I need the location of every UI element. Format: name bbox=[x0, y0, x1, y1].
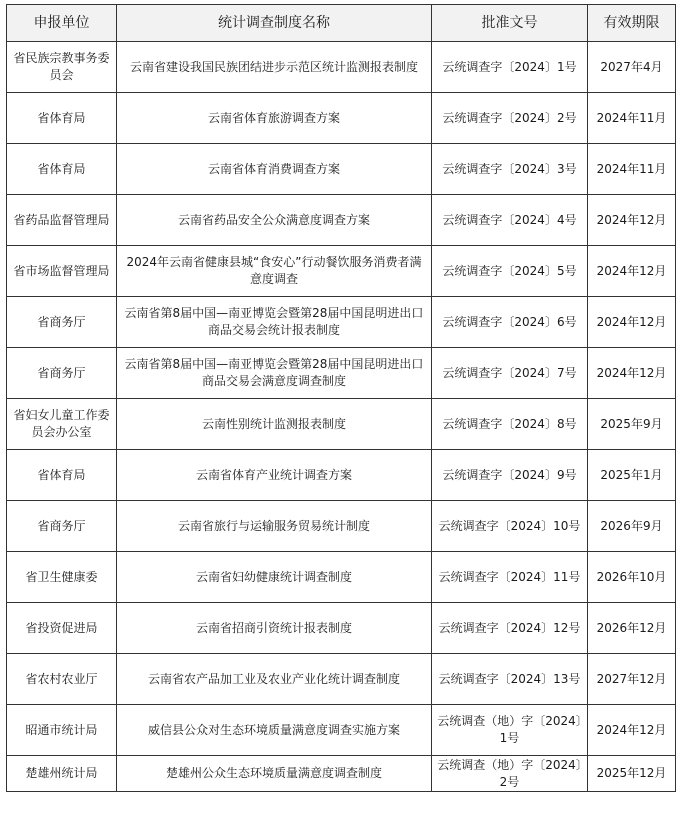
cell-valid-period: 2026年12月 bbox=[588, 603, 676, 654]
cell-approval-number: 云统调查字〔2024〕1号 bbox=[432, 42, 588, 93]
cell-system-name: 云南省体育消费调查方案 bbox=[117, 144, 432, 195]
cell-valid-period: 2024年11月 bbox=[588, 93, 676, 144]
cell-system-name: 云南省药品安全公众满意度调查方案 bbox=[117, 195, 432, 246]
table-row bbox=[7, 501, 676, 552]
cell-unit: 省民族宗教事务委员会 bbox=[7, 42, 117, 93]
cell-approval-number: 云统调查字〔2024〕8号 bbox=[432, 399, 588, 450]
cell-system-name: 云南省体育产业统计调查方案 bbox=[117, 450, 432, 501]
cell-unit: 省卫生健康委 bbox=[7, 552, 117, 603]
cell-system-name: 云南省妇幼健康统计调查制度 bbox=[117, 552, 432, 603]
cell-system-name: 云南性别统计监测报表制度 bbox=[117, 399, 432, 450]
cell-system-name: 楚雄州公众生态环境质量满意度调查制度 bbox=[117, 756, 432, 792]
table-row bbox=[7, 603, 676, 654]
table-row bbox=[7, 654, 676, 705]
cell-approval-number: 云统调查字〔2024〕3号 bbox=[432, 144, 588, 195]
cell-approval-number: 云统调查字〔2024〕10号 bbox=[432, 501, 588, 552]
cell-unit: 省药品监督管理局 bbox=[7, 195, 117, 246]
table-body bbox=[7, 42, 676, 792]
cell-system-name: 云南省第8届中国—南亚博览会暨第28届中国昆明进出口商品交易会统计报表制度 bbox=[117, 297, 432, 348]
cell-unit: 昭通市统计局 bbox=[7, 705, 117, 756]
cell-unit: 省商务厅 bbox=[7, 501, 117, 552]
cell-system-name: 威信县公众对生态环境质量满意度调查实施方案 bbox=[117, 705, 432, 756]
cell-approval-number: 云统调查（地）字〔2024〕1号 bbox=[432, 705, 588, 756]
cell-approval-number: 云统调查字〔2024〕2号 bbox=[432, 93, 588, 144]
cell-unit: 省农村农业厅 bbox=[7, 654, 117, 705]
cell-system-name: 云南省第8届中国—南亚博览会暨第28届中国昆明进出口商品交易会满意度调查制度 bbox=[117, 348, 432, 399]
table-row bbox=[7, 42, 676, 93]
cell-system-name: 云南省体育旅游调查方案 bbox=[117, 93, 432, 144]
cell-valid-period: 2025年12月 bbox=[588, 756, 676, 792]
cell-valid-period: 2026年9月 bbox=[588, 501, 676, 552]
cell-approval-number: 云统调查（地）字〔2024〕2号 bbox=[432, 756, 588, 792]
cell-valid-period: 2026年10月 bbox=[588, 552, 676, 603]
cell-approval-number: 云统调查字〔2024〕5号 bbox=[432, 246, 588, 297]
header-approval-number: 批准文号 bbox=[432, 5, 588, 42]
cell-system-name: 云南省旅行与运输服务贸易统计制度 bbox=[117, 501, 432, 552]
cell-valid-period: 2025年9月 bbox=[588, 399, 676, 450]
cell-unit: 楚雄州统计局 bbox=[7, 756, 117, 792]
cell-valid-period: 2027年12月 bbox=[588, 654, 676, 705]
table-row bbox=[7, 246, 676, 297]
cell-approval-number: 云统调查字〔2024〕12号 bbox=[432, 603, 588, 654]
table-row bbox=[7, 297, 676, 348]
cell-approval-number: 云统调查字〔2024〕4号 bbox=[432, 195, 588, 246]
cell-valid-period: 2024年12月 bbox=[588, 705, 676, 756]
cell-system-name: 云南省建设我国民族团结进步示范区统计监测报表制度 bbox=[117, 42, 432, 93]
cell-approval-number: 云统调查字〔2024〕11号 bbox=[432, 552, 588, 603]
cell-unit: 省投资促进局 bbox=[7, 603, 117, 654]
cell-approval-number: 云统调查字〔2024〕13号 bbox=[432, 654, 588, 705]
table-header-row bbox=[7, 5, 676, 42]
cell-valid-period: 2024年11月 bbox=[588, 144, 676, 195]
cell-valid-period: 2027年4月 bbox=[588, 42, 676, 93]
cell-valid-period: 2024年12月 bbox=[588, 348, 676, 399]
table-row bbox=[7, 399, 676, 450]
cell-system-name: 2024年云南省健康县城“食安心”行动餐饮服务消费者满意度调查 bbox=[117, 246, 432, 297]
header-unit: 申报单位 bbox=[7, 5, 117, 42]
cell-approval-number: 云统调查字〔2024〕6号 bbox=[432, 297, 588, 348]
cell-unit: 省市场监督管理局 bbox=[7, 246, 117, 297]
cell-unit: 省商务厅 bbox=[7, 297, 117, 348]
table-row bbox=[7, 552, 676, 603]
cell-system-name: 云南省农产品加工业及农业产业化统计调查制度 bbox=[117, 654, 432, 705]
cell-unit: 省体育局 bbox=[7, 93, 117, 144]
table-row bbox=[7, 705, 676, 756]
cell-unit: 省商务厅 bbox=[7, 348, 117, 399]
cell-unit: 省妇女儿童工作委员会办公室 bbox=[7, 399, 117, 450]
cell-system-name: 云南省招商引资统计报表制度 bbox=[117, 603, 432, 654]
table-row bbox=[7, 348, 676, 399]
cell-approval-number: 云统调查字〔2024〕9号 bbox=[432, 450, 588, 501]
table-row bbox=[7, 195, 676, 246]
cell-approval-number: 云统调查字〔2024〕7号 bbox=[432, 348, 588, 399]
cell-unit: 省体育局 bbox=[7, 144, 117, 195]
cell-valid-period: 2024年12月 bbox=[588, 195, 676, 246]
table-row bbox=[7, 450, 676, 501]
table-row bbox=[7, 144, 676, 195]
survey-approval-table bbox=[6, 4, 676, 792]
table-row bbox=[7, 756, 676, 792]
cell-valid-period: 2024年12月 bbox=[588, 246, 676, 297]
header-valid-period: 有效期限 bbox=[588, 5, 676, 42]
cell-valid-period: 2025年1月 bbox=[588, 450, 676, 501]
header-system-name: 统计调查制度名称 bbox=[117, 5, 432, 42]
cell-valid-period: 2024年12月 bbox=[588, 297, 676, 348]
table-row bbox=[7, 93, 676, 144]
cell-unit: 省体育局 bbox=[7, 450, 117, 501]
